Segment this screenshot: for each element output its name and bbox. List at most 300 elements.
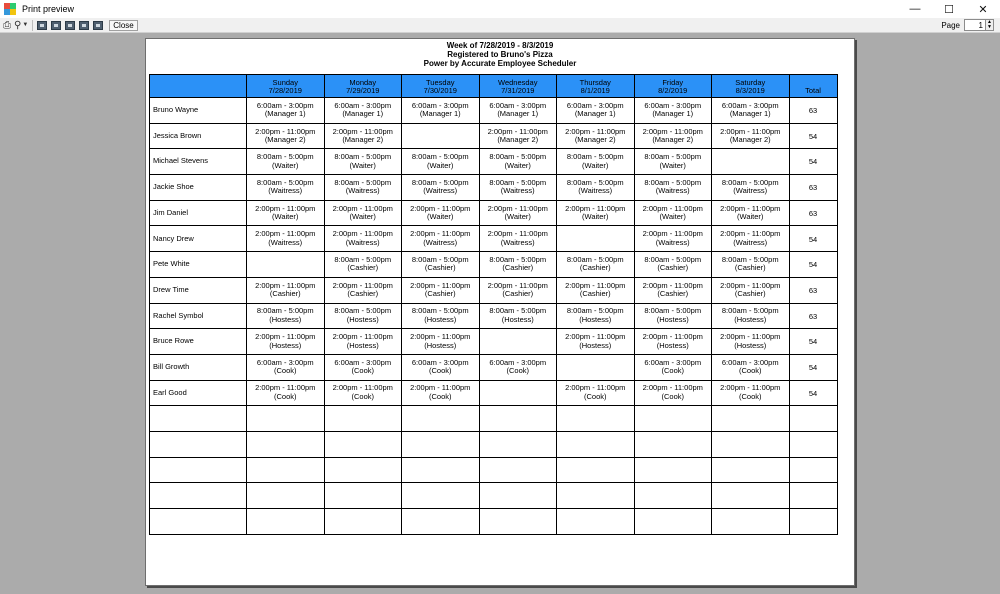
empty-cell bbox=[789, 457, 837, 483]
one-page-button[interactable] bbox=[37, 21, 47, 30]
shift-time: 2:00pm - 11:00pm bbox=[642, 126, 703, 136]
header-day-name: Monday bbox=[349, 77, 377, 87]
shift-cell bbox=[634, 303, 712, 329]
shift-cell bbox=[634, 277, 712, 303]
title-bar bbox=[0, 0, 1000, 18]
shift-cell bbox=[247, 123, 325, 149]
shift-time: 2:00pm - 11:00pm bbox=[720, 332, 781, 342]
empty-row bbox=[150, 509, 838, 535]
shift-time: 6:00am - 3:00pm bbox=[256, 357, 314, 367]
maximize-button[interactable] bbox=[932, 0, 966, 18]
empty-cell bbox=[150, 509, 247, 535]
shift-role: (Waiter) bbox=[504, 160, 531, 170]
shift-role: (Waiter) bbox=[272, 160, 299, 170]
shift-time: 2:00pm - 11:00pm bbox=[255, 126, 316, 136]
shift-cell bbox=[324, 380, 402, 406]
empty-cell bbox=[712, 457, 790, 483]
employee-name: Jim Daniel bbox=[150, 200, 247, 226]
shift-cell bbox=[324, 98, 402, 124]
shift-role: (Waitress) bbox=[345, 186, 380, 196]
shift-time: 2:00pm - 11:00pm bbox=[255, 280, 316, 290]
empty-cell bbox=[479, 509, 557, 535]
close-button[interactable]: Close bbox=[109, 20, 137, 31]
shift-role: (Cashier) bbox=[734, 289, 766, 299]
toolbar bbox=[0, 18, 1000, 33]
empty-cell bbox=[479, 406, 557, 432]
table-row bbox=[150, 329, 838, 355]
shift-time: 8:00am - 5:00pm bbox=[721, 254, 779, 264]
table-row bbox=[150, 175, 838, 201]
employee-name: Bill Growth bbox=[150, 354, 247, 380]
shift-time: 2:00pm - 11:00pm bbox=[487, 203, 548, 213]
shift-role: (Waiter) bbox=[582, 212, 609, 222]
three-pages-button[interactable] bbox=[65, 21, 75, 30]
header-day bbox=[402, 75, 480, 98]
employee-total: 63 bbox=[789, 175, 837, 201]
header-day bbox=[247, 75, 325, 98]
shift-role: (Waitress) bbox=[268, 186, 303, 196]
shift-cell bbox=[402, 380, 480, 406]
empty-cell bbox=[402, 406, 480, 432]
shift-role: (Hostess) bbox=[656, 340, 689, 350]
empty-cell bbox=[324, 509, 402, 535]
shift-time: 2:00pm - 11:00pm bbox=[565, 383, 626, 393]
shift-role: (Cook) bbox=[428, 391, 452, 401]
shift-time: 2:00pm - 11:00pm bbox=[642, 203, 703, 213]
shift-role: (Cashier) bbox=[424, 263, 456, 273]
empty-cell bbox=[789, 483, 837, 509]
shift-role: (Waitress) bbox=[578, 186, 613, 196]
shift-role: (Hostess) bbox=[579, 314, 612, 324]
shift-role: (Waitress) bbox=[268, 237, 303, 247]
shift-cell bbox=[634, 98, 712, 124]
shift-role: (Cook) bbox=[273, 366, 297, 376]
shift-time: 8:00am - 5:00pm bbox=[411, 254, 469, 264]
window-title: Print preview bbox=[22, 4, 75, 14]
shift-cell bbox=[324, 303, 402, 329]
shift-role: (Hostess) bbox=[346, 340, 379, 350]
maximize-icon: ☐ bbox=[944, 3, 954, 16]
table-row bbox=[150, 98, 838, 124]
spin-down-icon: ▼ bbox=[987, 24, 992, 30]
shift-time: 2:00pm - 11:00pm bbox=[720, 383, 781, 393]
empty-cell bbox=[150, 483, 247, 509]
empty-cell bbox=[557, 483, 635, 509]
shift-time: 6:00am - 3:00pm bbox=[721, 357, 779, 367]
shift-time: 2:00pm - 11:00pm bbox=[642, 332, 703, 342]
table-row bbox=[150, 200, 838, 226]
shift-role: (Manager 2) bbox=[574, 135, 616, 145]
shift-time: 8:00am - 5:00pm bbox=[411, 152, 469, 162]
shift-time: 2:00pm - 11:00pm bbox=[565, 126, 626, 136]
shift-role: (Cashier) bbox=[502, 289, 534, 299]
shift-time: 8:00am - 5:00pm bbox=[721, 306, 779, 316]
header-day bbox=[712, 75, 790, 98]
shift-time: 8:00am - 5:00pm bbox=[256, 306, 314, 316]
empty-cell bbox=[402, 457, 480, 483]
shift-role: (Cashier) bbox=[657, 263, 689, 273]
shift-role: (Manager 1) bbox=[652, 109, 694, 119]
shift-time: 8:00am - 5:00pm bbox=[256, 152, 314, 162]
empty-cell bbox=[712, 483, 790, 509]
empty-cell bbox=[247, 406, 325, 432]
empty-cell bbox=[634, 509, 712, 535]
empty-row bbox=[150, 457, 838, 483]
employee-total: 63 bbox=[789, 303, 837, 329]
table-row bbox=[150, 252, 838, 278]
shift-role: (Cashier) bbox=[269, 289, 301, 299]
shift-role: (Cashier) bbox=[424, 289, 456, 299]
shift-time: 2:00pm - 11:00pm bbox=[410, 203, 471, 213]
shift-time: 2:00pm - 11:00pm bbox=[332, 126, 393, 136]
shift-cell bbox=[479, 149, 557, 175]
shift-cell bbox=[402, 175, 480, 201]
shift-time: 8:00am - 5:00pm bbox=[566, 152, 624, 162]
shift-cell bbox=[712, 303, 790, 329]
empty-cell bbox=[247, 457, 325, 483]
window-controls bbox=[898, 0, 1000, 18]
shift-role: (Manager 1) bbox=[419, 109, 461, 119]
shift-cell bbox=[634, 149, 712, 175]
shift-role: (Waitress) bbox=[500, 237, 535, 247]
shift-role: (Waiter) bbox=[427, 160, 454, 170]
header-day bbox=[479, 75, 557, 98]
shift-time: 6:00am - 3:00pm bbox=[644, 100, 702, 110]
shift-time: 6:00am - 3:00pm bbox=[411, 100, 469, 110]
employee-total: 54 bbox=[789, 226, 837, 252]
shift-time: 6:00am - 3:00pm bbox=[489, 100, 547, 110]
shift-role: (Waiter) bbox=[504, 212, 531, 222]
zoom-button[interactable] bbox=[14, 20, 28, 31]
shift-cell bbox=[634, 175, 712, 201]
shift-cell bbox=[634, 329, 712, 355]
shift-cell bbox=[557, 329, 635, 355]
employee-total: 54 bbox=[789, 123, 837, 149]
shift-role: (Manager 1) bbox=[729, 109, 771, 119]
shift-cell bbox=[402, 329, 480, 355]
shift-role: (Waitress) bbox=[423, 186, 458, 196]
shift-cell bbox=[712, 175, 790, 201]
shift-role: (Hostess) bbox=[501, 314, 534, 324]
shift-cell bbox=[479, 98, 557, 124]
shift-cell bbox=[402, 354, 480, 380]
header-day bbox=[324, 75, 402, 98]
shift-cell bbox=[557, 226, 635, 252]
empty-cell bbox=[150, 457, 247, 483]
shift-role: (Waitress) bbox=[500, 186, 535, 196]
toolbar-separator bbox=[32, 20, 33, 31]
shift-cell bbox=[479, 226, 557, 252]
shift-cell bbox=[402, 123, 480, 149]
shift-time: 8:00am - 5:00pm bbox=[489, 152, 547, 162]
shift-time: 2:00pm - 11:00pm bbox=[410, 280, 471, 290]
employee-name: Nancy Drew bbox=[150, 226, 247, 252]
empty-cell bbox=[634, 406, 712, 432]
shift-role: (Cashier) bbox=[657, 289, 689, 299]
empty-cell bbox=[557, 457, 635, 483]
empty-cell bbox=[324, 406, 402, 432]
shift-time: 2:00pm - 11:00pm bbox=[255, 229, 316, 239]
shift-cell bbox=[557, 175, 635, 201]
header-day-date: 8/3/2019 bbox=[735, 85, 765, 95]
shift-time: 6:00am - 3:00pm bbox=[644, 357, 702, 367]
shift-time: 2:00pm - 11:00pm bbox=[410, 383, 471, 393]
shift-cell bbox=[247, 226, 325, 252]
shift-cell bbox=[634, 354, 712, 380]
employee-total: 63 bbox=[789, 98, 837, 124]
shift-cell bbox=[557, 149, 635, 175]
shift-cell bbox=[247, 277, 325, 303]
shift-role: (Hostess) bbox=[734, 340, 767, 350]
shift-role: (Waiter) bbox=[582, 160, 609, 170]
shift-role: (Hostess) bbox=[346, 314, 379, 324]
shift-cell bbox=[712, 226, 790, 252]
shift-role: (Hostess) bbox=[579, 340, 612, 350]
shift-cell bbox=[557, 380, 635, 406]
shift-cell bbox=[402, 277, 480, 303]
shift-role: (Waitress) bbox=[655, 186, 690, 196]
shift-role: (Cook) bbox=[661, 366, 684, 376]
shift-cell bbox=[324, 149, 402, 175]
shift-role: (Hostess) bbox=[734, 314, 767, 324]
shift-role: (Waiter) bbox=[659, 212, 686, 222]
shift-time: 2:00pm - 11:00pm bbox=[255, 203, 316, 213]
shift-role: (Cook) bbox=[273, 391, 297, 401]
shift-cell bbox=[634, 226, 712, 252]
shift-role: (Hostess) bbox=[656, 314, 689, 324]
empty-cell bbox=[634, 457, 712, 483]
shift-cell bbox=[479, 277, 557, 303]
shift-role: (Hostess) bbox=[424, 340, 457, 350]
shift-cell bbox=[402, 200, 480, 226]
four-pages-button[interactable] bbox=[79, 21, 89, 30]
empty-cell bbox=[789, 406, 837, 432]
shift-time: 2:00pm - 11:00pm bbox=[487, 280, 548, 290]
employee-name: Michael Stevens bbox=[150, 149, 247, 175]
shift-time: 2:00pm - 11:00pm bbox=[720, 126, 781, 136]
employee-total: 54 bbox=[789, 354, 837, 380]
shift-cell bbox=[557, 200, 635, 226]
shift-cell bbox=[712, 149, 790, 175]
shift-cell bbox=[479, 252, 557, 278]
heading-registered: Registered to Bruno's Pizza bbox=[447, 50, 553, 59]
shift-role: (Manager 1) bbox=[497, 109, 539, 119]
empty-cell bbox=[557, 509, 635, 535]
header-day-date: 7/31/2019 bbox=[501, 85, 535, 95]
table-row bbox=[150, 380, 838, 406]
employee-name: Jessica Brown bbox=[150, 123, 247, 149]
shift-cell bbox=[557, 98, 635, 124]
empty-cell bbox=[324, 457, 402, 483]
shift-cell bbox=[634, 123, 712, 149]
empty-cell bbox=[247, 483, 325, 509]
shift-cell bbox=[712, 329, 790, 355]
employee-total: 54 bbox=[789, 380, 837, 406]
shift-time: 2:00pm - 11:00pm bbox=[332, 332, 393, 342]
shift-time: 2:00pm - 11:00pm bbox=[332, 203, 393, 213]
shift-role: (Cook) bbox=[661, 391, 684, 401]
shift-role: (Cashier) bbox=[347, 263, 379, 273]
shift-cell bbox=[402, 303, 480, 329]
employee-name: Bruce Rowe bbox=[150, 329, 247, 355]
shift-time: 2:00pm - 11:00pm bbox=[332, 229, 393, 239]
shift-role: (Cook) bbox=[506, 366, 529, 376]
shift-role: (Waiter) bbox=[349, 160, 376, 170]
shift-cell bbox=[712, 380, 790, 406]
shift-time: 6:00am - 3:00pm bbox=[334, 357, 392, 367]
shift-cell bbox=[712, 252, 790, 278]
shift-role: (Cook) bbox=[583, 391, 607, 401]
preview-page bbox=[145, 38, 855, 586]
employee-total: 54 bbox=[789, 252, 837, 278]
empty-row bbox=[150, 483, 838, 509]
empty-cell bbox=[324, 483, 402, 509]
shift-cell bbox=[557, 123, 635, 149]
shift-time: 2:00pm - 11:00pm bbox=[565, 332, 626, 342]
chevron-down-icon: ▼ bbox=[22, 22, 29, 28]
shift-cell bbox=[557, 354, 635, 380]
print-button[interactable] bbox=[3, 20, 11, 31]
shift-cell bbox=[479, 303, 557, 329]
shift-time: 6:00am - 3:00pm bbox=[411, 357, 469, 367]
shift-cell bbox=[324, 329, 402, 355]
minimize-button[interactable] bbox=[898, 0, 932, 18]
shift-time: 2:00pm - 11:00pm bbox=[720, 203, 781, 213]
employee-name: Jackie Shoe bbox=[150, 175, 247, 201]
shift-cell bbox=[479, 123, 557, 149]
employee-total: 63 bbox=[789, 200, 837, 226]
spin-up-icon: ▲ bbox=[987, 19, 992, 25]
shift-time: 2:00pm - 11:00pm bbox=[642, 229, 703, 239]
empty-cell bbox=[150, 406, 247, 432]
two-pages-button[interactable] bbox=[51, 21, 61, 30]
printer-icon: ⎙ bbox=[3, 19, 11, 31]
empty-cell bbox=[402, 509, 480, 535]
shift-time: 8:00am - 5:00pm bbox=[489, 306, 547, 316]
shift-cell bbox=[247, 329, 325, 355]
header-day-name: Thursday bbox=[579, 77, 611, 87]
shift-time: 6:00am - 3:00pm bbox=[721, 100, 779, 110]
table-header-row bbox=[150, 75, 838, 98]
shift-cell bbox=[402, 149, 480, 175]
shift-cell bbox=[479, 380, 557, 406]
app-icon bbox=[4, 3, 16, 15]
shift-cell bbox=[634, 200, 712, 226]
shift-role: (Waitress) bbox=[423, 237, 458, 247]
shift-cell bbox=[402, 226, 480, 252]
shift-time: 8:00am - 5:00pm bbox=[411, 177, 469, 187]
heading-week: Week of 7/28/2019 - 8/3/2019 bbox=[446, 41, 554, 50]
header-day-name: Wednesday bbox=[498, 77, 538, 87]
header-day-date: 7/28/2019 bbox=[268, 85, 302, 95]
empty-cell bbox=[712, 509, 790, 535]
shift-time: 8:00am - 5:00pm bbox=[566, 306, 624, 316]
shift-cell bbox=[712, 123, 790, 149]
shift-role: (Cashier) bbox=[579, 263, 611, 273]
shift-role: (Cook) bbox=[351, 366, 374, 376]
shift-role: (Waiter) bbox=[737, 212, 764, 222]
shift-role: (Waitress) bbox=[345, 237, 380, 247]
shift-cell bbox=[324, 175, 402, 201]
shift-role: (Manager 1) bbox=[574, 109, 616, 119]
shift-cell bbox=[557, 277, 635, 303]
shift-cell bbox=[634, 252, 712, 278]
shift-role: (Manager 2) bbox=[342, 135, 384, 145]
table-row bbox=[150, 354, 838, 380]
shift-cell bbox=[712, 98, 790, 124]
shift-time: 2:00pm - 11:00pm bbox=[642, 280, 703, 290]
empty-cell bbox=[324, 431, 402, 457]
empty-cell bbox=[402, 431, 480, 457]
header-day-date: 7/29/2019 bbox=[346, 85, 380, 95]
empty-cell bbox=[634, 431, 712, 457]
header-day-name: Saturday bbox=[735, 77, 766, 87]
shift-role: (Cook) bbox=[738, 366, 762, 376]
empty-row bbox=[150, 406, 838, 432]
close-window-button[interactable] bbox=[966, 0, 1000, 18]
shift-cell bbox=[247, 252, 325, 278]
header-day-name: Friday bbox=[662, 77, 684, 87]
shift-role: (Cashier) bbox=[579, 289, 611, 299]
minimize-icon: — bbox=[909, 3, 921, 15]
table-row bbox=[150, 149, 838, 175]
shift-time: 2:00pm - 11:00pm bbox=[565, 280, 626, 290]
shift-role: (Waitress) bbox=[655, 237, 690, 247]
shift-time: 2:00pm - 11:00pm bbox=[487, 229, 548, 239]
empty-cell bbox=[789, 509, 837, 535]
shift-time: 8:00am - 5:00pm bbox=[256, 177, 314, 187]
shift-role: (Cook) bbox=[351, 391, 374, 401]
page-label: Page bbox=[941, 20, 960, 30]
shift-time: 8:00am - 5:00pm bbox=[644, 177, 702, 187]
shift-cell bbox=[247, 149, 325, 175]
shift-cell bbox=[402, 252, 480, 278]
shift-cell bbox=[247, 98, 325, 124]
empty-row bbox=[150, 431, 838, 457]
shift-cell bbox=[324, 252, 402, 278]
table-row bbox=[150, 226, 838, 252]
shift-cell bbox=[247, 200, 325, 226]
shift-role: (Manager 2) bbox=[652, 135, 694, 145]
shift-time: 6:00am - 3:00pm bbox=[566, 100, 624, 110]
six-pages-button[interactable] bbox=[93, 21, 103, 30]
page-spinner[interactable] bbox=[986, 19, 994, 31]
shift-time: 8:00am - 5:00pm bbox=[644, 152, 702, 162]
empty-cell bbox=[150, 431, 247, 457]
shift-cell bbox=[479, 329, 557, 355]
shift-role: (Waiter) bbox=[272, 212, 299, 222]
shift-role: (Waiter) bbox=[427, 212, 454, 222]
shift-cell bbox=[247, 303, 325, 329]
table-row bbox=[150, 123, 838, 149]
shift-cell bbox=[402, 98, 480, 124]
empty-cell bbox=[247, 509, 325, 535]
shift-cell bbox=[324, 200, 402, 226]
shift-time: 2:00pm - 11:00pm bbox=[487, 126, 548, 136]
shift-time: 8:00am - 5:00pm bbox=[566, 177, 624, 187]
shift-role: (Cashier) bbox=[734, 263, 766, 273]
page-number-input[interactable]: 1 bbox=[964, 19, 986, 31]
header-day-name: Sunday bbox=[272, 77, 298, 87]
shift-cell bbox=[324, 277, 402, 303]
shift-cell bbox=[479, 175, 557, 201]
empty-cell bbox=[402, 483, 480, 509]
employee-name: Drew Time bbox=[150, 277, 247, 303]
shift-time: 8:00am - 5:00pm bbox=[566, 254, 624, 264]
shift-role: (Cashier) bbox=[347, 289, 379, 299]
shift-cell bbox=[324, 354, 402, 380]
shift-role: (Waiter) bbox=[349, 212, 376, 222]
